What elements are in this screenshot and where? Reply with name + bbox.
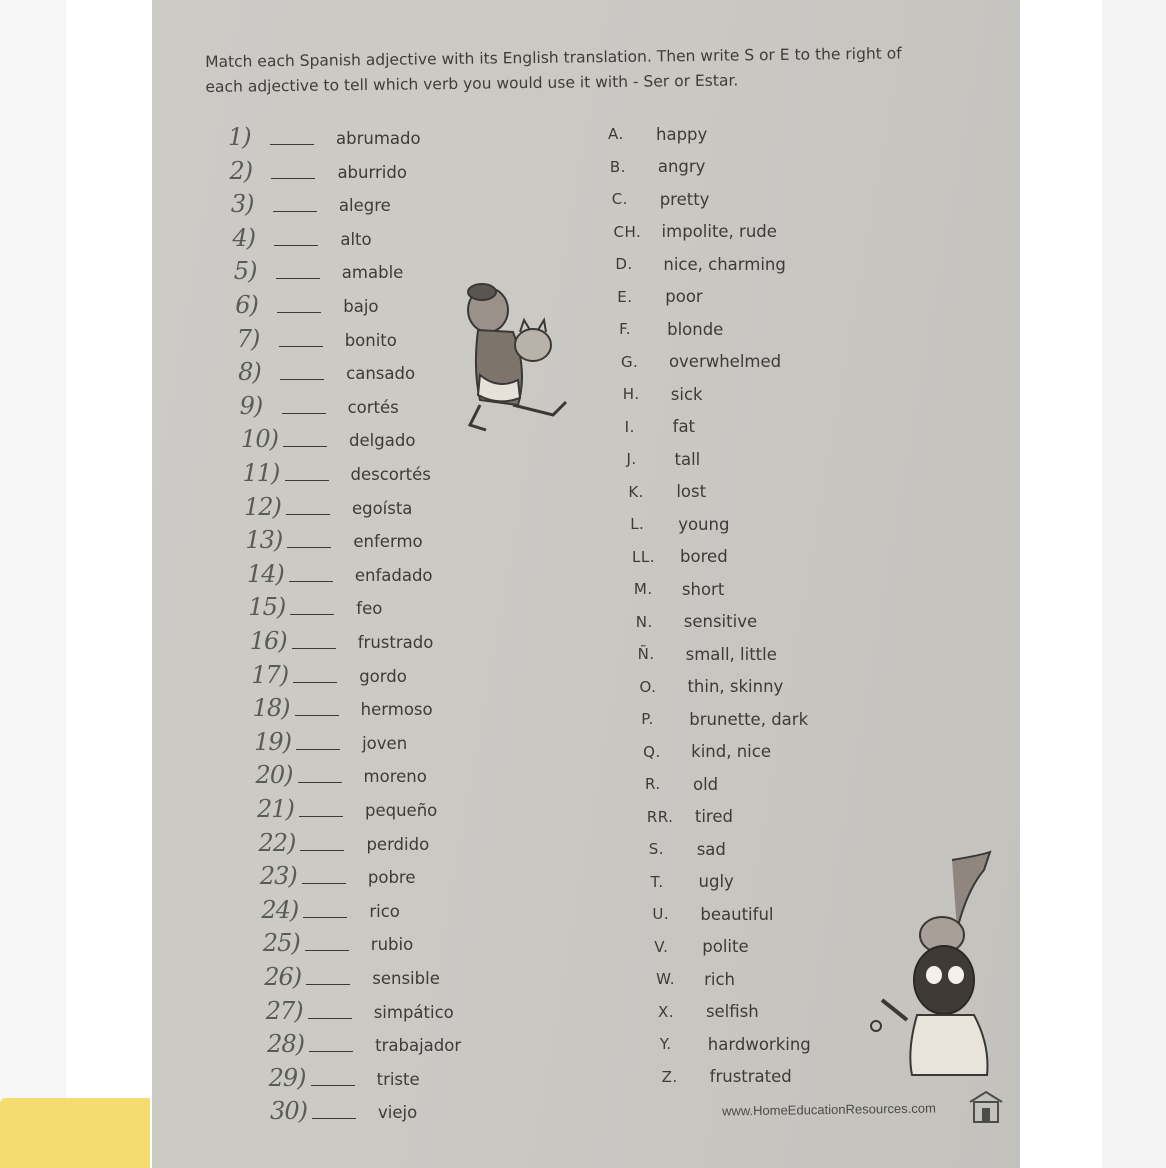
english-translation: selfish: [705, 1002, 759, 1021]
answer-blank[interactable]: [289, 580, 333, 582]
handwritten-number: 24): [261, 895, 299, 924]
answer-blank[interactable]: [282, 412, 326, 414]
adjective-row: [269, 1065, 420, 1091]
house-logo-icon: [968, 1090, 1004, 1124]
english-translation: pretty: [659, 189, 710, 209]
english-translation: impolite, rude: [661, 222, 777, 241]
spanish-adjective: frustrado: [357, 633, 434, 652]
option-letter: J.: [626, 450, 637, 468]
translation-row: [641, 707, 808, 731]
option-letter: D.: [615, 255, 633, 273]
translation-row: [632, 545, 728, 569]
option-letter: X.: [657, 1002, 674, 1021]
adjective-row: [234, 258, 404, 284]
answer-blank[interactable]: [286, 513, 330, 515]
right-margin: [1102, 0, 1166, 1168]
adjective-row: [270, 1098, 417, 1124]
adjective-row: [257, 796, 437, 822]
adjective-row: [229, 158, 406, 184]
option-letter: RR.: [646, 807, 674, 826]
handwritten-number: 25): [262, 929, 300, 958]
left-margin: [0, 0, 66, 1168]
translation-row: [628, 480, 706, 504]
spanish-adjective: gordo: [359, 666, 407, 686]
translation-row: [662, 1065, 792, 1089]
answer-blank[interactable]: [280, 378, 324, 380]
answer-blank[interactable]: [296, 748, 340, 750]
adjective-row: [248, 594, 382, 620]
translation-row: [651, 870, 734, 894]
translation-row: [645, 772, 718, 796]
handwritten-number: 21): [257, 795, 294, 823]
answer-blank[interactable]: [271, 177, 315, 179]
handwritten-number: 3): [230, 190, 254, 219]
translation-row: [610, 155, 706, 179]
handwritten-number: 18): [252, 694, 290, 723]
adjective-row: [256, 762, 427, 788]
translation-row: [621, 350, 781, 374]
handwritten-number: 9): [239, 391, 263, 420]
handwritten-number: 11): [242, 459, 280, 487]
option-letter: G.: [620, 352, 639, 371]
option-letter: P.: [641, 710, 654, 728]
handwritten-number: 14): [246, 559, 284, 588]
translation-row: [643, 740, 771, 764]
answer-blank[interactable]: [270, 143, 314, 145]
handwritten-number: 27): [265, 996, 303, 1025]
translation-row: [656, 967, 735, 991]
spanish-adjective: enfermo: [353, 532, 423, 552]
spanish-adjective: aburrido: [337, 162, 407, 182]
english-translation: beautiful: [700, 904, 774, 924]
english-translation: frustrated: [709, 1067, 792, 1086]
translation-row: [614, 220, 777, 244]
answer-blank[interactable]: [290, 613, 334, 615]
english-translation: short: [681, 579, 725, 599]
answer-blank[interactable]: [295, 714, 339, 716]
option-letter: L.: [630, 515, 645, 533]
spanish-adjective: descortés: [350, 465, 431, 484]
adjective-row: [231, 191, 391, 217]
spanish-adjective: moreno: [363, 767, 427, 787]
spanish-adjective: bajo: [343, 297, 379, 316]
answer-blank[interactable]: [292, 647, 336, 649]
spanish-adjective: amable: [341, 263, 404, 283]
english-translation: brunette, dark: [689, 709, 809, 729]
handwritten-number: 28): [267, 1030, 305, 1059]
spanish-adjective: abrumado: [336, 129, 421, 148]
spanish-adjective: enfadado: [354, 565, 433, 585]
handwritten-number: 19): [254, 727, 291, 756]
spanish-adjective: hermoso: [360, 700, 433, 720]
spanish-adjective: triste: [376, 1069, 420, 1089]
instructions-text: Match each Spanish adjective with its English translation. Then write S or E to the right of each adjective to tell which verb you would use it with - Ser or Estar.: [205, 44, 902, 96]
handwritten-number: 5): [233, 257, 257, 286]
english-translation: sensitive: [683, 612, 758, 631]
option-letter: N.: [635, 612, 653, 631]
adjective-row: [266, 998, 454, 1024]
spanish-adjective: trabajador: [375, 1036, 462, 1056]
option-letter: T.: [650, 872, 664, 891]
translation-row: [617, 285, 702, 309]
spanish-adjective: rubio: [370, 935, 414, 955]
english-translation: young: [678, 514, 730, 534]
handwritten-number: 23): [259, 862, 297, 891]
answer-blank[interactable]: [274, 244, 318, 246]
adjective-row: [267, 1031, 461, 1057]
adjective-row: [260, 863, 416, 889]
answer-blank[interactable]: [309, 1050, 353, 1052]
english-translation: old: [693, 774, 719, 794]
translation-row: [639, 675, 783, 699]
adjective-row: [254, 729, 407, 755]
translation-row: [654, 935, 748, 959]
answer-blank[interactable]: [277, 311, 321, 313]
spanish-adjective: perdido: [366, 834, 430, 854]
handwritten-number: 2): [229, 156, 253, 185]
adjective-row: [241, 426, 415, 452]
spanish-adjective: delgado: [349, 431, 416, 451]
handwritten-number: 10): [241, 425, 278, 454]
handwritten-number: 8): [238, 358, 261, 387]
option-letter: I.: [624, 417, 635, 436]
english-translation: sad: [696, 839, 726, 859]
english-translation: ugly: [698, 872, 734, 891]
handwritten-number: 16): [249, 627, 287, 655]
spanish-adjective: pobre: [367, 868, 416, 888]
adjective-row: [247, 561, 433, 587]
english-translation: overwhelmed: [668, 352, 782, 371]
english-translation: poor: [665, 287, 703, 306]
option-letter: Ñ.: [637, 645, 655, 663]
answer-blank[interactable]: [298, 781, 342, 783]
answer-blank[interactable]: [302, 882, 346, 884]
option-letter: U.: [652, 905, 670, 923]
adjective-row: [244, 494, 412, 520]
adjective-row: [261, 897, 400, 923]
adjective-row: [235, 292, 378, 318]
english-translation: happy: [656, 124, 708, 144]
option-letter: C.: [611, 190, 628, 208]
translation-row: [612, 187, 710, 211]
adjective-row: [238, 359, 415, 385]
english-translation: thin, skinny: [687, 677, 784, 696]
handwritten-number: 12): [243, 492, 281, 521]
option-letter: F.: [619, 320, 632, 338]
answer-blank[interactable]: [300, 849, 344, 851]
answer-blank[interactable]: [308, 1017, 352, 1019]
option-letter: LL.: [632, 547, 656, 566]
adjective-row: [243, 460, 431, 486]
handwritten-number: 7): [236, 324, 260, 353]
translation-row: [623, 382, 703, 406]
spanish-adjective: cansado: [346, 364, 416, 384]
translation-row: [649, 837, 726, 861]
answer-blank[interactable]: [285, 479, 329, 481]
adjective-row: [232, 225, 371, 251]
answer-blank[interactable]: [303, 916, 347, 918]
adjective-row: [258, 830, 429, 856]
adjective-row: [264, 964, 440, 990]
spanish-adjective: rico: [369, 901, 400, 921]
handwritten-number: 20): [255, 761, 293, 790]
adjective-row: [253, 695, 433, 721]
answer-blank[interactable]: [287, 546, 331, 548]
english-translation: nice, charming: [663, 254, 786, 274]
english-translation: tired: [694, 807, 733, 826]
option-letter: B.: [609, 157, 626, 176]
english-translation: polite: [702, 937, 749, 956]
translation-row: [625, 415, 695, 439]
adjective-row: [251, 662, 407, 688]
english-translation: hardworking: [707, 1034, 811, 1054]
handwritten-number: 29): [268, 1063, 306, 1092]
english-translation: sick: [670, 384, 703, 404]
option-letter: H.: [622, 385, 640, 403]
handwritten-number: 15): [248, 593, 286, 622]
english-translation: bored: [680, 547, 728, 566]
option-letter: O.: [639, 677, 657, 696]
answer-blank[interactable]: [276, 277, 320, 279]
english-translation: small, little: [685, 644, 777, 664]
english-translation: lost: [676, 482, 707, 501]
answer-blank[interactable]: [305, 949, 349, 951]
translation-row: [634, 577, 724, 601]
answer-blank[interactable]: [299, 815, 343, 817]
option-letter: Q.: [643, 742, 661, 761]
adjective-row: [250, 628, 434, 654]
spanish-adjective: cortés: [347, 397, 399, 417]
option-letter: Z.: [661, 1067, 678, 1086]
handwritten-number: 4): [232, 223, 255, 252]
english-translation: fat: [672, 417, 696, 436]
adjective-row: [240, 393, 399, 419]
translation-row: [638, 642, 777, 666]
spanish-adjective: sensible: [372, 969, 440, 988]
handwritten-number: 26): [264, 963, 302, 991]
option-letter: E.: [617, 287, 633, 306]
translation-row: [619, 317, 723, 341]
english-translation: tall: [674, 449, 701, 469]
option-letter: W.: [656, 970, 675, 988]
footer-url[interactable]: www.HomeEducationResources.com: [721, 1100, 936, 1119]
spanish-adjective: feo: [356, 599, 383, 619]
translation-row: [636, 610, 757, 634]
translation-row: [652, 902, 773, 926]
english-translation: blonde: [667, 319, 724, 339]
answer-blank[interactable]: [273, 210, 317, 212]
handwritten-number: 17): [251, 660, 289, 689]
option-letter: V.: [654, 937, 669, 956]
doctor-with-cat-clipart: [862, 850, 1002, 1080]
answer-blank[interactable]: [312, 1117, 356, 1119]
answer-blank[interactable]: [279, 345, 323, 347]
english-translation: kind, nice: [691, 742, 771, 761]
adjective-row: [237, 326, 397, 352]
option-letter: Y.: [659, 1035, 672, 1053]
option-letter: S.: [648, 840, 664, 858]
spanish-adjective: joven: [362, 733, 408, 753]
spanish-adjective: alegre: [338, 196, 391, 216]
adjective-row: [263, 930, 413, 956]
english-translation: rich: [704, 969, 735, 989]
spanish-adjective: simpático: [373, 1002, 454, 1022]
translation-row: [660, 1032, 811, 1056]
adjective-row: [245, 527, 422, 553]
adjective-row: [228, 124, 421, 150]
highlighter-mark: [0, 1098, 150, 1168]
spanish-adjective: bonito: [344, 330, 397, 350]
option-letter: K.: [628, 482, 644, 501]
handwritten-number: 13): [245, 526, 283, 555]
translation-row: [608, 122, 707, 146]
handwritten-number: 6): [235, 291, 258, 319]
spanish-adjective: alto: [340, 229, 372, 249]
spanish-adjective: egoísta: [351, 498, 413, 518]
option-letter: A.: [608, 125, 624, 143]
option-letter: R.: [645, 775, 661, 793]
translation-row: [647, 805, 733, 829]
old-woman-with-cat-clipart: [458, 280, 578, 440]
translation-row: [630, 512, 729, 536]
handwritten-number: 1): [228, 123, 251, 151]
handwritten-number: 22): [258, 828, 296, 857]
translation-row: [615, 252, 785, 276]
english-translation: angry: [657, 157, 706, 176]
translation-row: [627, 447, 701, 471]
answer-blank[interactable]: [306, 983, 350, 985]
answer-blank[interactable]: [283, 445, 327, 447]
option-letter: CH.: [613, 222, 642, 241]
spanish-adjective: viejo: [378, 1103, 418, 1123]
translation-row: [658, 1000, 759, 1024]
spanish-adjective: pequeño: [365, 801, 438, 820]
answer-blank[interactable]: [293, 681, 337, 683]
answer-blank[interactable]: [311, 1084, 355, 1086]
option-letter: M.: [633, 580, 653, 598]
handwritten-number: 30): [270, 1097, 307, 1126]
